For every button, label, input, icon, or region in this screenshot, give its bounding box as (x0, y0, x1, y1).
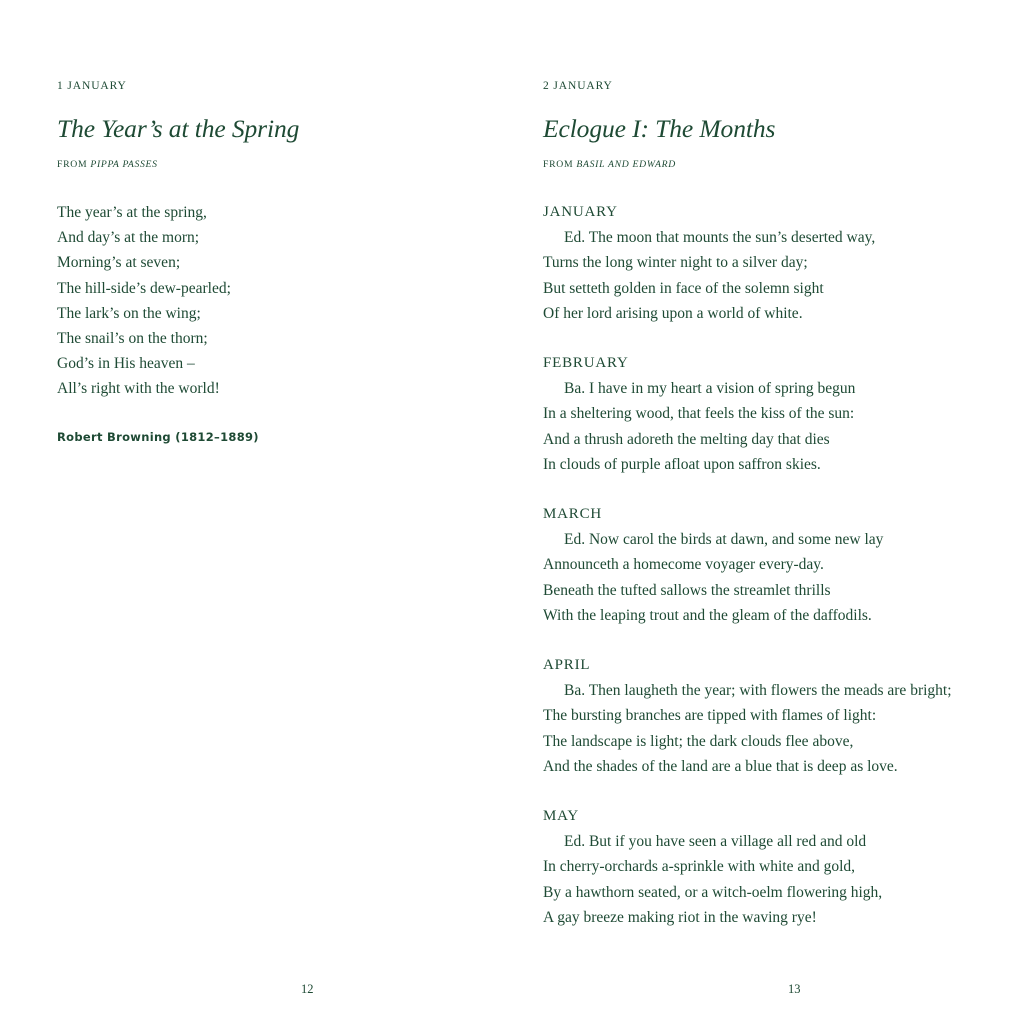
poem-line: And a thrush adoreth the melting day that dies (543, 430, 830, 448)
poem-source (543, 159, 676, 170)
poem-line: And the shades of the land are a blue that is deep as love. (543, 757, 898, 775)
poem-line: Morning’s at seven; (57, 254, 181, 272)
month-heading: MARCH (543, 506, 603, 522)
page-number: 12 (301, 982, 314, 996)
poem-line: The snail’s on the thorn; (57, 329, 208, 347)
month-heading: JANUARY (543, 204, 618, 220)
poem-line: And day’s at the morn; (57, 229, 200, 247)
poem-line: Announceth a homecome voyager every-day. (543, 556, 824, 574)
page-number: 13 (788, 982, 801, 996)
poem-line: The landscape is light; the dark clouds flee above, (543, 732, 854, 750)
poem-line: Ba. Then laugheth the year; with flowers the meads are bright; (564, 682, 952, 700)
poem-title: Eclogue I: The Months (543, 114, 776, 143)
poem-line: In cherry-orchards a-sprinkle with white and gold, (543, 858, 856, 876)
poem-line: Ed. The moon that mounts the sun’s deserted way, (564, 229, 876, 247)
poem-line: Turns the long winter night to a silver day; (543, 254, 808, 272)
poem-body (57, 200, 231, 402)
poem-line: With the leaping trout and the gleam of the daffodils. (543, 606, 872, 624)
poem-line: All’s right with the world! (57, 380, 220, 398)
source-prefix: FROM (543, 159, 577, 170)
stanza-april (543, 653, 1023, 804)
poem-line: Of her lord arising upon a world of white. (543, 304, 803, 322)
right-page (512, 0, 1024, 1024)
poem-line: The bursting branches are tipped with flames of light: (543, 707, 877, 725)
poem-line: God’s in His heaven – (57, 355, 195, 373)
stanza-january (543, 200, 1023, 351)
month-heading: MAY (543, 808, 580, 824)
stanza-february (543, 351, 1023, 502)
poem-author: Robert Browning (1812–1889) (57, 430, 259, 444)
poem-line: But setteth golden in face of the solemn sight (543, 279, 824, 297)
poem-line: The hill-side’s dew-pearled; (57, 279, 231, 297)
date-heading: 2 JANUARY (543, 80, 613, 92)
poem-line: A gay breeze making riot in the waving rye! (543, 908, 817, 926)
source-work: BASIL AND EDWARD (576, 159, 676, 170)
poem-line: Beneath the tufted sallows the streamlet thrills (543, 581, 831, 599)
stanza-may (543, 804, 1023, 955)
poem-line: In a sheltering wood, that feels the kiss of the sun: (543, 405, 855, 423)
poem-line: By a hawthorn seated, or a witch-oelm flowering high, (543, 883, 883, 901)
poem-source (57, 159, 158, 170)
poem-line: Ed. But if you have seen a village all red and old (564, 833, 867, 851)
poem-line: Ba. I have in my heart a vision of spring begun (564, 380, 856, 398)
date-heading: 1 JANUARY (57, 80, 127, 92)
source-prefix: FROM (57, 159, 91, 170)
poem-line: The year’s at the spring, (57, 204, 207, 221)
source-work: PIPPA PASSES (90, 159, 158, 170)
stanza-march (543, 502, 1023, 653)
poem-line: The lark’s on the wing; (57, 304, 201, 322)
poem-title: The Year’s at the Spring (57, 114, 300, 143)
month-heading: FEBRUARY (543, 355, 629, 371)
poem-line: In clouds of purple afloat upon saffron skies. (543, 455, 821, 473)
poem-line: Ed. Now carol the birds at dawn, and some new lay (564, 531, 884, 549)
month-heading: APRIL (543, 657, 591, 673)
poem-body (543, 200, 1023, 955)
